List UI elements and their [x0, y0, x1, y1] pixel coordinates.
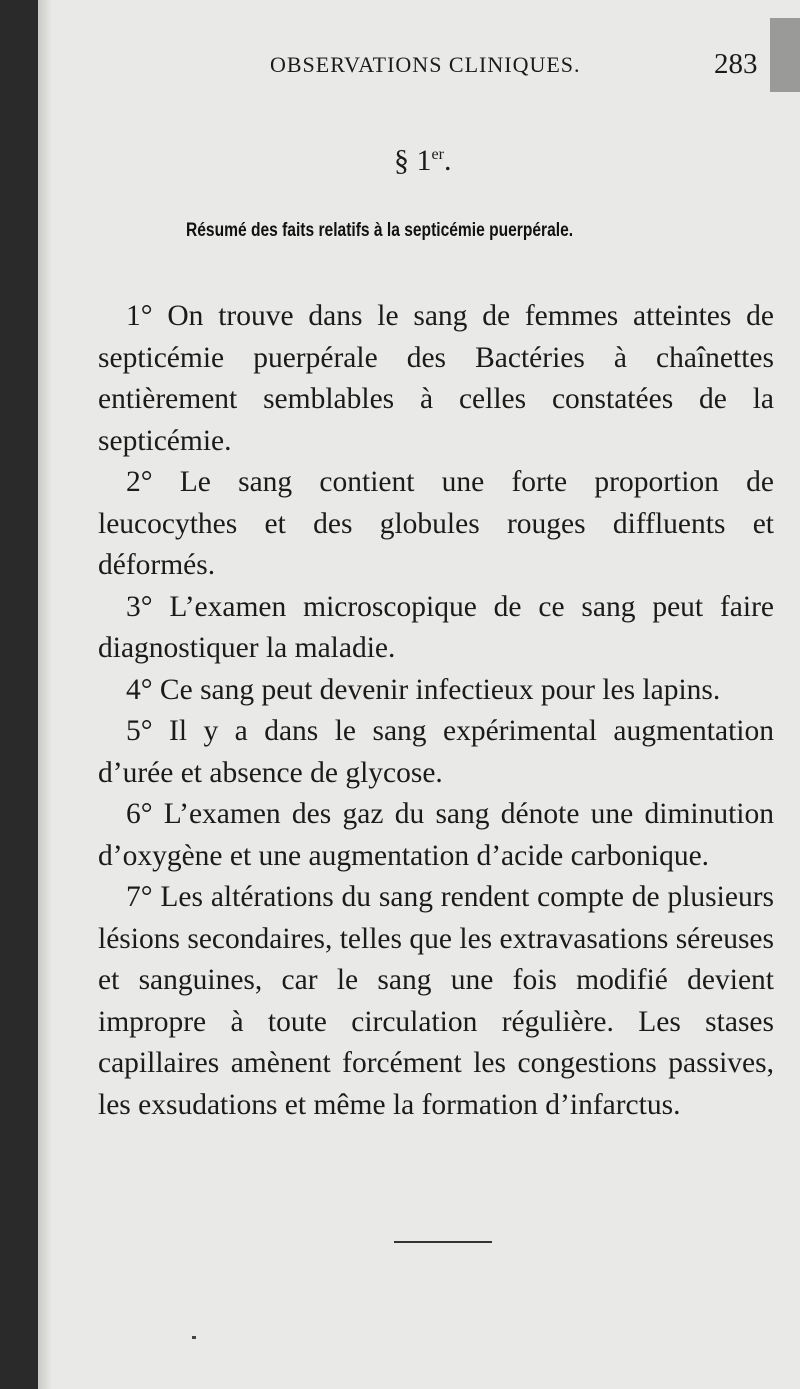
book-page: [38, 0, 800, 1389]
section-number: [394, 144, 451, 178]
section-mark-text: § 1: [394, 144, 432, 177]
running-title: OBSERVATIONS CLINIQUES.: [270, 52, 581, 77]
body-text: [98, 296, 774, 1126]
paragraph-4: 4° Ce sang peut devenir infectieux pour les lapins.: [126, 673, 721, 706]
page-number: 283: [714, 48, 758, 80]
section-mark-period: .: [443, 144, 452, 177]
paragraph-3: 3° L’examen microscopique de ce sang peut faire diagnostiquer la maladie.: [98, 590, 774, 664]
paragraph-7: 7° Les altérations du sang rendent compte de plusieurs lésions secondaires, telles que les extravasations séreuses et sanguines, car le sang une fois modifié devient impropre à toute circulation régulière. Les stases capillaires amènent forcément les congestions passives, les exsudations et même la formation d’infarctus.: [98, 881, 774, 1121]
paragraph-2: 2° Le sang contient une forte proportion de leucocythes et des globules rouges diffluents et déformés.: [98, 466, 774, 581]
paragraph-6: 6° L’examen des gaz du sang dénote une diminution d’oxygène et une augmentation d’acide carbonique.: [98, 798, 774, 872]
end-rule: [394, 1241, 492, 1243]
section-heading: Résumé des faits relatifs à la septicémie puerpérale.: [186, 220, 574, 241]
section-mark-superscript: er: [431, 146, 444, 163]
page-edge-tab: [770, 18, 800, 92]
paragraph-5: 5° Il y a dans le sang expérimental augmentation d’urée et absence de glycose.: [98, 715, 774, 789]
paragraph-1: 1° On trouve dans le sang de femmes atteintes de septicémie puerpérale des Bactéries à chaînettes entièrement semblables à celles constatées de la septicémie.: [98, 300, 774, 457]
ink-speck: [192, 1336, 196, 1339]
